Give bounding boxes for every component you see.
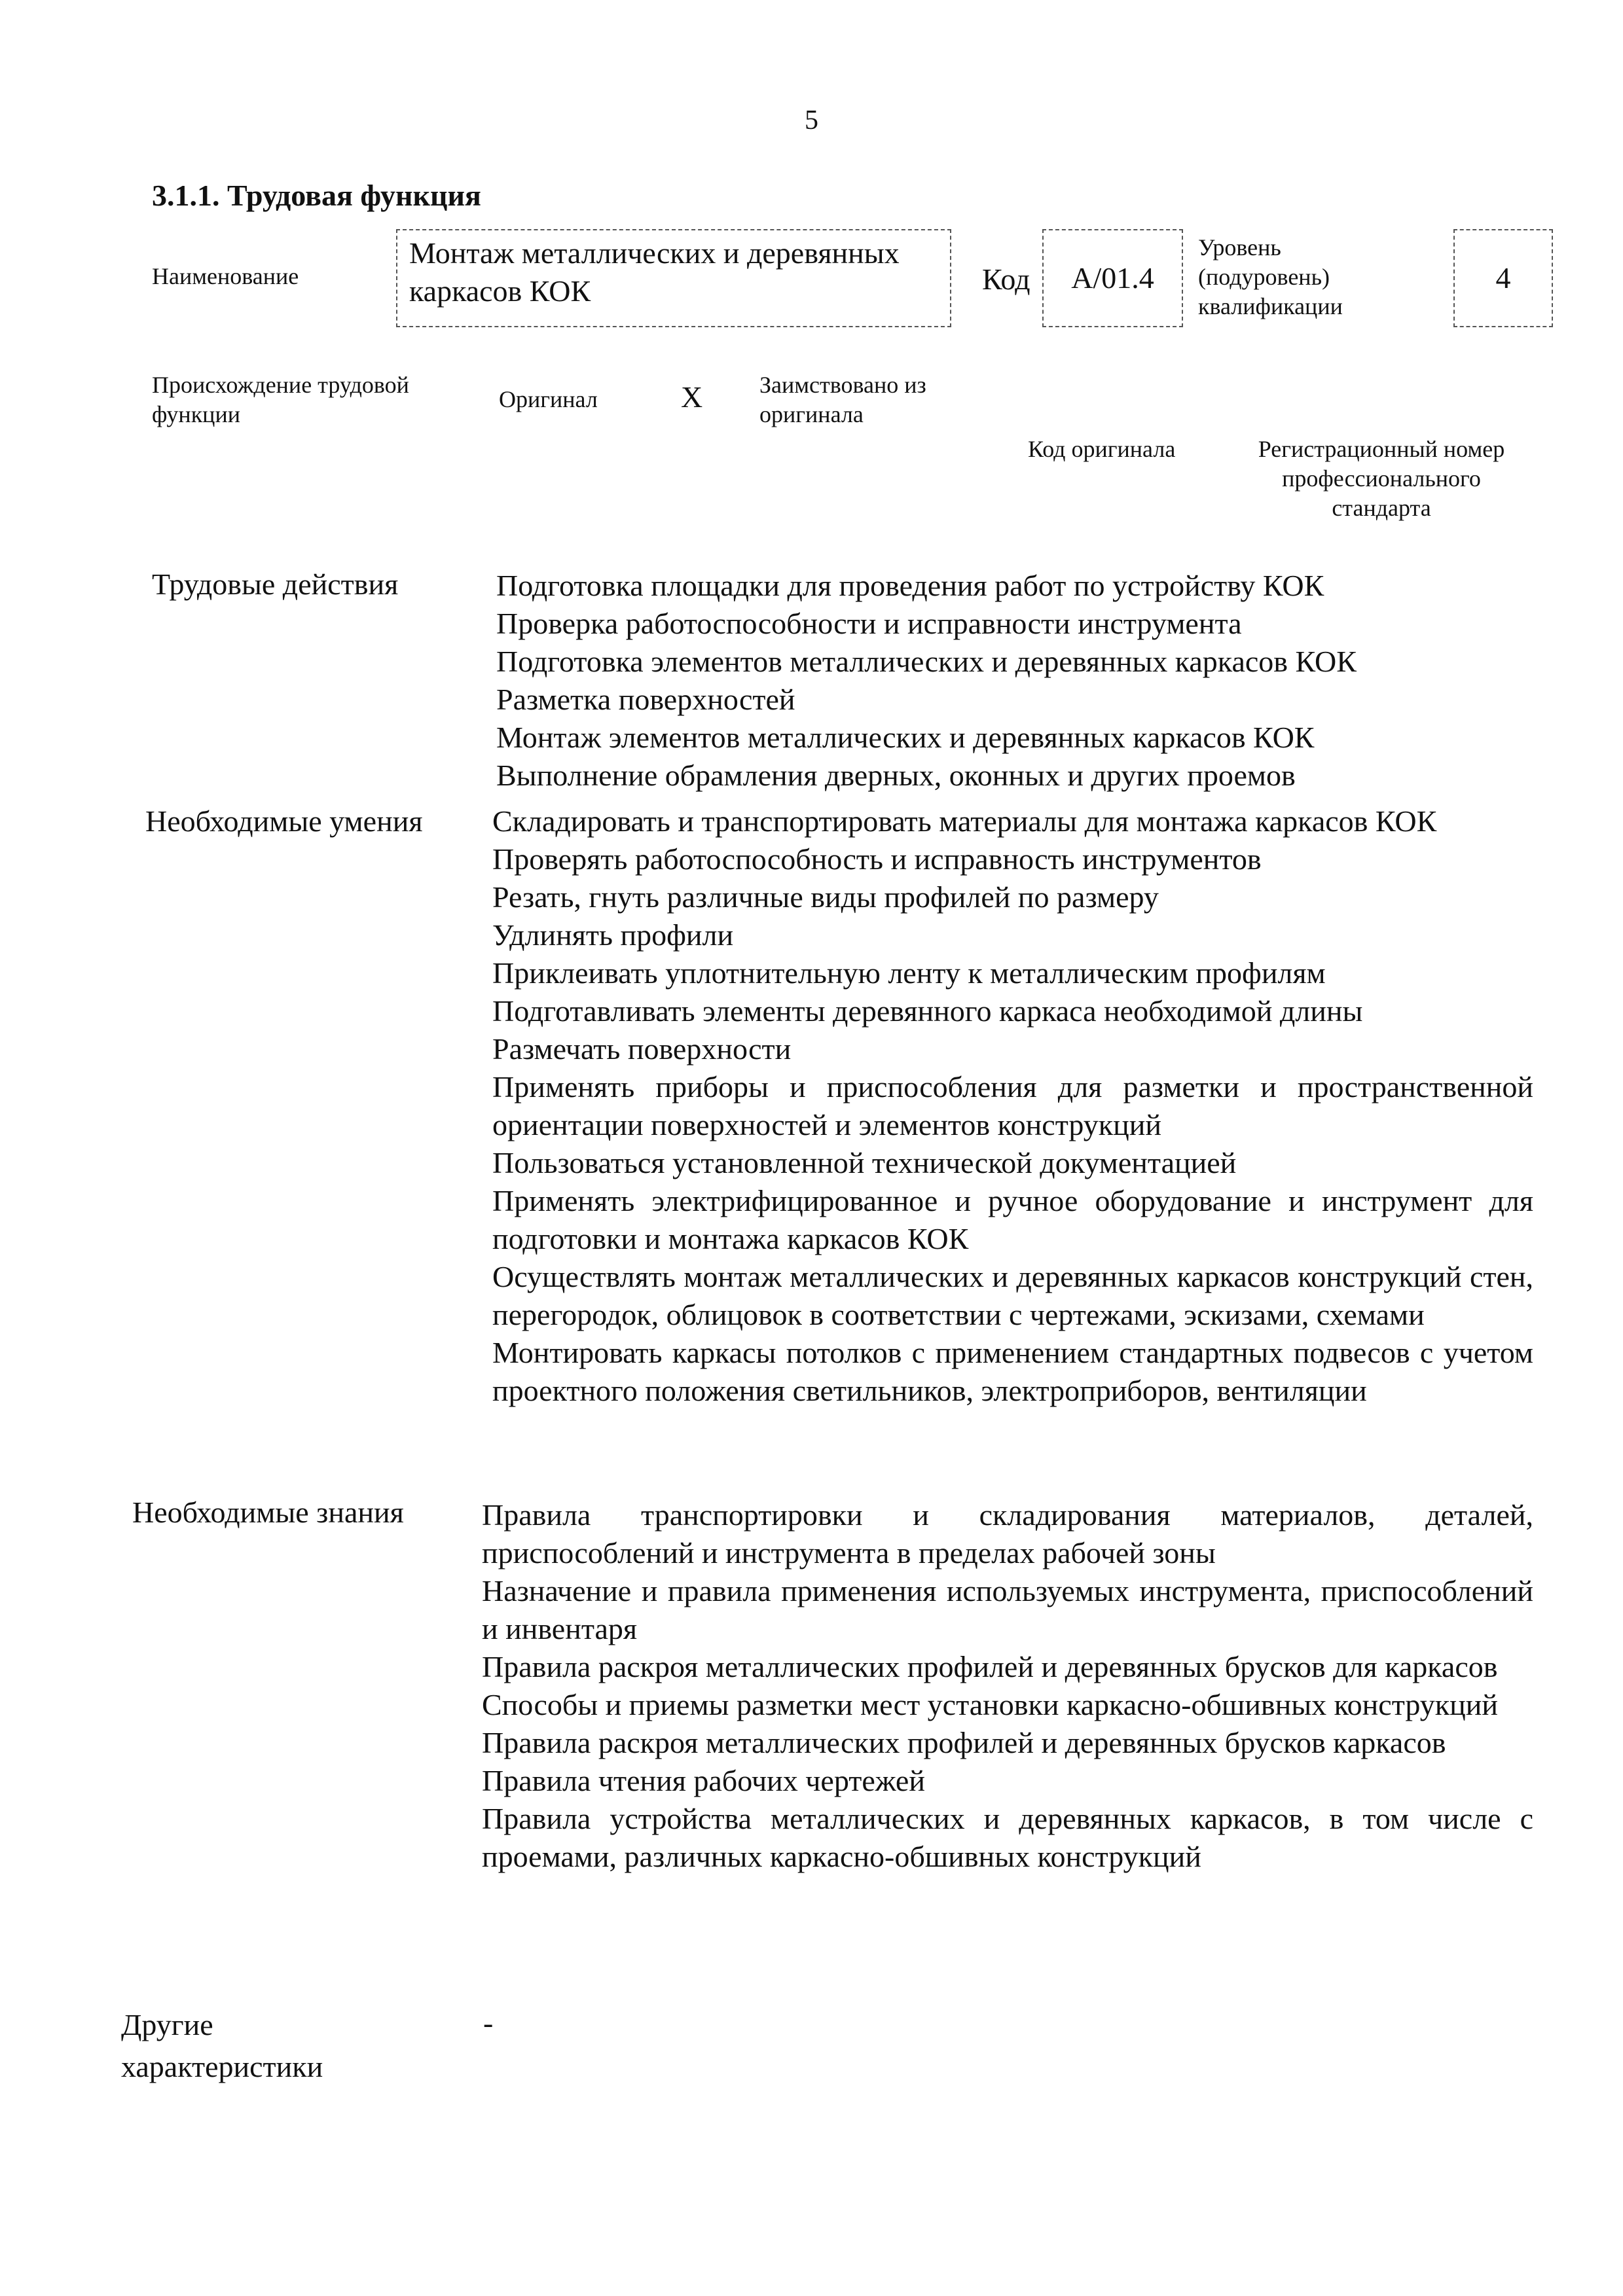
original-code-label: Код оригинала — [1028, 436, 1176, 462]
section-title: 3.1.1. Трудовая функция — [152, 179, 481, 212]
list-item: Правила раскроя металлических профилей и деревянных брусков для каркасов — [482, 1650, 1498, 1683]
skills-label: Необходимые умения — [145, 804, 423, 838]
name-label: Наименование — [152, 263, 299, 289]
code-value: A/01.4 — [1071, 261, 1154, 295]
list-item: Размечать поверхности — [492, 1032, 792, 1066]
list-item: Способы и приемы разметки мест установки каркасно-обшивных конструкций — [482, 1688, 1498, 1721]
list-item: Правила чтения рабочих чертежей — [482, 1764, 925, 1797]
list-item: Применять электрифицированное и ручное оборудование и инструмент для подготовки и монтажа каркасов КОК — [492, 1184, 1533, 1255]
list-item: Подготавливать элементы деревянного каркаса необходимой длины — [492, 994, 1363, 1028]
list-item: Назначение и правила применения используемых инструмента, приспособлений и инвентаря — [482, 1574, 1533, 1645]
list-item: Применять приборы и приспособления для разметки и пространственной ориентации поверхностей и элементов конструкций — [492, 1070, 1533, 1141]
level-value-box — [1453, 229, 1553, 327]
list-item: Монтаж элементов металлических и деревянных каркасов КОК — [496, 721, 1315, 754]
other-label: Другие характеристики — [121, 2008, 323, 2083]
knowledge-label: Необходимые знания — [132, 1496, 404, 1529]
list-item: Приклеивать уплотнительную ленту к металлическим профилям — [492, 956, 1326, 990]
list-item: Правила раскроя металлических профилей и деревянных брусков каркасов — [482, 1726, 1446, 1759]
level-value: 4 — [1495, 261, 1511, 295]
list-item: Осуществлять монтаж металлических и деревянных каркасов конструкций стен, перегородок, облицовок в соответствии с чертежами, эскизами, схемами — [492, 1260, 1533, 1331]
list-item: Проверять работоспособность и исправность инструментов — [492, 842, 1262, 876]
list-item: Разметка поверхностей — [496, 683, 795, 716]
list-item: Подготовка площадки для проведения работ по устройству КОК — [496, 569, 1324, 602]
name-value-box — [396, 229, 951, 327]
labor-actions-label: Трудовые действия — [152, 567, 399, 601]
code-label: Код — [982, 262, 1030, 296]
original-label: Оригинал — [499, 386, 598, 412]
list-item: Пользоваться установленной технической документацией — [492, 1146, 1237, 1179]
borrowed-label: Заимствовано из оригинала — [759, 372, 926, 427]
knowledge-list — [482, 1496, 1533, 1876]
name-value: Монтаж металлических и деревянных каркасов КОК — [409, 236, 900, 308]
other-value: - — [483, 2006, 494, 2039]
page-number: 5 — [805, 105, 818, 135]
list-item: Правила транспортировки и складирования материалов, деталей, приспособлений и инструмента в пределах рабочей зоны — [482, 1498, 1533, 1570]
original-mark: X — [681, 380, 703, 414]
list-item: Выполнение обрамления дверных, оконных и других проемов — [496, 759, 1296, 792]
list-item: Правила устройства металлических и деревянных каркасов, в том числе с проемами, различных каркасно-обшивных конструкций — [482, 1802, 1533, 1873]
list-item: Монтировать каркасы потолков с применением стандартных подвесов с учетом проектного положения светильников, электроприборов, вентиляции — [492, 1336, 1533, 1407]
reg-number-label: Регистрационный номер профессионального стандарта — [1258, 436, 1505, 521]
list-item: Складировать и транспортировать материалы для монтажа каркасов КОК — [492, 804, 1437, 838]
list-item: Резать, гнуть различные виды профилей по размеру — [492, 880, 1159, 914]
list-item: Удлинять профили — [492, 918, 734, 952]
labor-actions-list — [496, 567, 1544, 795]
code-value-box — [1042, 229, 1183, 327]
level-label: Уровень (подуровень) квалификации — [1198, 234, 1343, 319]
origin-label: Происхождение трудовой функции — [152, 372, 409, 427]
skills-list — [492, 802, 1533, 1410]
list-item: Проверка работоспособности и исправности инструмента — [496, 607, 1242, 640]
list-item: Подготовка элементов металлических и деревянных каркасов КОК — [496, 645, 1357, 678]
